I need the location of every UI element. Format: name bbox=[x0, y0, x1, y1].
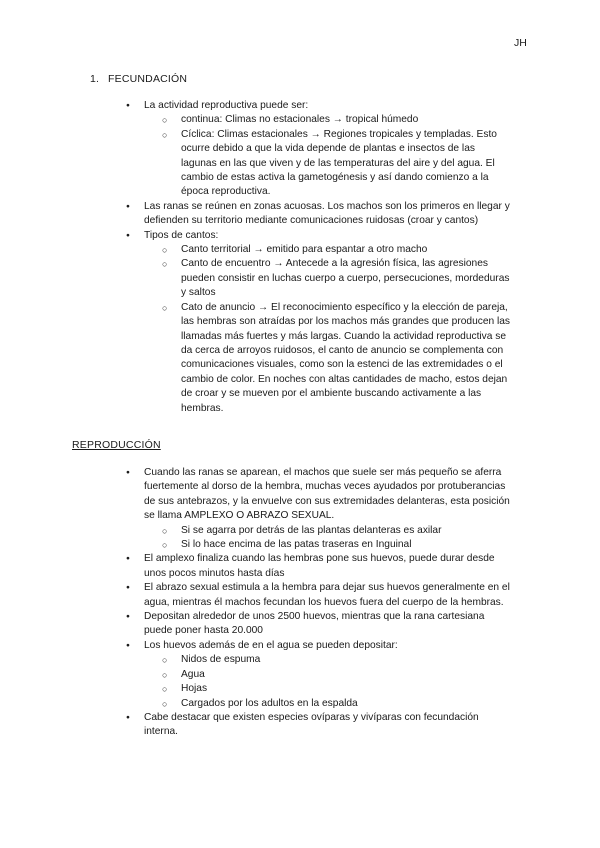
fecundacion-list bbox=[0, 99, 600, 416]
sub-list-item-text: ○ Canto territorial → emitido para espantar a otro macho bbox=[181, 244, 428, 256]
sub-list-item bbox=[0, 668, 512, 682]
list-item-text: ● Los huevos además de en el agua se pueden depositar: bbox=[144, 639, 398, 651]
list-item-text: ● El amplexo finaliza cuando las hembras pone sus huevos, puede durar desde unos pocos minutos hasta días bbox=[144, 553, 495, 579]
sub-list-item-text: ○ Cíclica: Climas estacionales → Regiones tropicales y templadas. Esto ocurre debido a que la vida depende de plantas e insectos de las lagunas en las que viven y de las temperaturas del aire y del agua. El cambio de estas activa la gametogénesis y así dando comienzo a la época reproductiva. bbox=[181, 128, 497, 198]
sub-list-item-text: ○ Cato de anuncio → El reconocimiento específico y la elección de pareja, las hembras son atraídas por los machos más grandes que producen las llamadas más fuertes y más largas. Cuando la actividad reproductiva se da cerca de arroyos ruidosos, el canto de anuncio se complementa con comunicaciones visuales, como son la estenci de las extremidades o el cambio de color. En noches con altas cantidades de macho, estos dejan de croar y se mueven por el ambiente buscando activamente a las hembras. bbox=[181, 301, 511, 414]
list-item bbox=[0, 466, 512, 524]
list-item-text: ● La actividad reproductiva puede ser: bbox=[144, 100, 309, 111]
sub-list-item bbox=[0, 128, 512, 200]
list-item-text: ● Depositan alrededor de unos 2500 huevos, mientras que la rana cartesiana puede poner hasta 20.000 bbox=[144, 611, 485, 637]
section-heading-fecundacion bbox=[90, 72, 187, 86]
sub-list-item-text: ○ Cargados por los adultos en la espalda bbox=[181, 697, 358, 709]
sub-list-item bbox=[0, 682, 512, 696]
list-item bbox=[0, 552, 512, 581]
sub-list-item bbox=[0, 243, 512, 257]
sub-list-item bbox=[0, 113, 512, 127]
sub-list-item bbox=[0, 301, 512, 416]
list-item bbox=[0, 229, 512, 243]
sub-list-item-text: ○ continua: Climas no estacionales → tropical húmedo bbox=[181, 114, 419, 126]
section-heading-reproduccion: REPRODUCCIÓN bbox=[72, 439, 161, 451]
sub-list-item-text: ○ Hojas bbox=[181, 683, 208, 695]
sub-list-item-text: ○ Si lo hace encima de las patas traseras en Inguinal bbox=[181, 539, 412, 551]
sub-list-item-text: ○ Si se agarra por detrás de las plantas delanteras es axilar bbox=[181, 524, 442, 536]
sub-list-item bbox=[0, 697, 512, 711]
author-initials: JH bbox=[514, 37, 527, 49]
sub-list-item bbox=[0, 257, 512, 300]
sub-list-item bbox=[0, 653, 512, 667]
list-item bbox=[0, 610, 512, 639]
list-item-text: ● El abrazo sexual estimula a la hembra para dejar sus huevos generalmente en el agua, mientras él machos fecundan los huevos fuera del cuerpo de la hembras. bbox=[144, 582, 510, 608]
sub-list-item-text: ○ Nidos de espuma bbox=[181, 654, 261, 666]
sub-list-item-text: ○ Canto de encuentro → Antecede a la agresión física, las agresiones pueden consistir en luchas cuerpo a cuerpo, persecuciones, mordeduras y saltos bbox=[181, 258, 510, 299]
list-item bbox=[0, 711, 512, 740]
sub-list-item bbox=[0, 524, 512, 538]
list-item bbox=[0, 200, 512, 229]
list-item-text: ● Cabe destacar que existen especies ovíparas y vivíparas con fecundación interna. bbox=[144, 711, 479, 738]
list-item bbox=[0, 99, 512, 113]
sub-list-item-text: ○ Agua bbox=[181, 668, 205, 680]
list-item bbox=[0, 581, 512, 610]
sub-list-item bbox=[0, 538, 512, 552]
list-item-text: ● Cuando las ranas se aparean, el machos que suele ser más pequeño se aferra fuertemente al dorso de la hembra, muchas veces ayudados por protuberancias de sus antebrazos, y la envuelve con sus extremidades delanteras, esta posición se llama AMPLEXO O ABRAZO SEXUAL. bbox=[144, 467, 510, 522]
section-number: 1. bbox=[90, 73, 100, 85]
list-item-text: ● Tipos de cantos: bbox=[144, 229, 219, 241]
section-title: FECUNDACIÓN bbox=[108, 73, 188, 85]
list-item-text: ● Las ranas se reúnen en zonas acuosas. Los machos son los primeros en llegar y defienden su territorio mediante comunicaciones ruidosas (croar y cantos) bbox=[144, 200, 510, 227]
list-item bbox=[0, 639, 512, 653]
reproduccion-list bbox=[0, 466, 600, 740]
